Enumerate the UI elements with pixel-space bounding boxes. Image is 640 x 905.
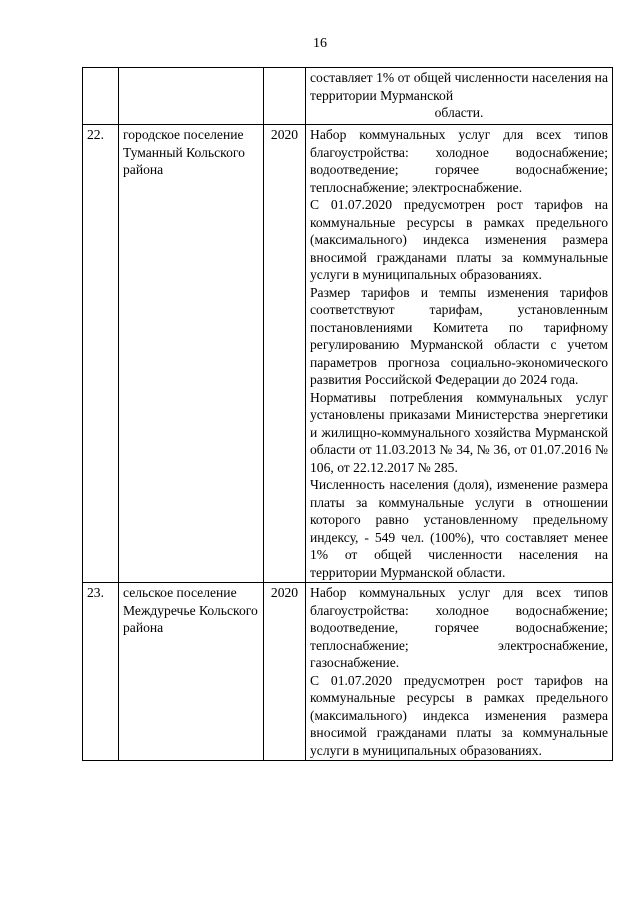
description-paragraph: С 01.07.2020 предусмотрен рост тарифов на коммунальные ресурсы в рамках предельного (максимального) индекса изменения размера вносимой гражданами платы за коммунальные услуги в муниципальных образованиях.: [310, 197, 608, 282]
description-cell: [306, 583, 613, 761]
description-paragraph: составляет 1% от общей численности населения на территории Мурманской: [310, 70, 608, 103]
description-paragraph: С 01.07.2020 предусмотрен рост тарифов на коммунальные ресурсы в рамках предельного (максимального) индекса изменения размера вносимой гражданами платы за коммунальные услуги в муниципальных образованиях.: [310, 672, 608, 758]
page-number: 16: [313, 36, 327, 51]
table-row: [83, 583, 613, 761]
description-paragraph: области.: [434, 105, 484, 120]
year-cell: 2020: [264, 125, 306, 583]
row-number: [83, 68, 119, 125]
description-paragraph: Размер тарифов и темпы изменения тарифов соответствуют тарифам, установленным постановлениями Комитета по тарифному регулированию Мурманской области с учетом параметров прогноза социально-экономического развития Российской Федерации до 2024 года.: [310, 284, 608, 387]
year-cell: 2020: [264, 583, 306, 761]
description-paragraph: Нормативы потребления коммунальных услуг установлены приказами Министерства энергетики и жилищно-коммунального хозяйства Мурманской области от 11.03.2013 № 34, № 36, от 01.07.2016 № 106, от 22.12.2017 № 285.: [310, 389, 608, 475]
description-paragraph: Численность населения (доля), изменение размера платы за коммунальные услуги в отношении которого равно установленному предельному индексу, - 549 чел. (100%), что составляет менее 1% от общей численности населения на территории Мурманской области.: [310, 477, 608, 580]
row-number: 22.: [83, 125, 119, 583]
year-cell: [264, 68, 306, 125]
municipality-name: сельское поселение Междуречье Кольского района: [119, 583, 264, 761]
table-row: [83, 125, 613, 583]
description-paragraph: Набор коммунальных услуг для всех типов благоустройства: холодное водоснабжение; водоотведение, горячее водоснабжение; теплоснабжение; электроснабжение, газоснабжение.: [310, 585, 608, 670]
description-cell: [306, 68, 613, 125]
description-paragraph: Набор коммунальных услуг для всех типов благоустройства: холодное водоснабжение; водоотведение; горячее водоснабжение; теплоснабжение; электроснабжение.: [310, 127, 608, 195]
tariff-table: [82, 67, 613, 761]
municipality-name: городское поселение Туманный Кольского района: [119, 125, 264, 583]
description-cell: [306, 125, 613, 583]
municipality-name: [119, 68, 264, 125]
row-number: 23.: [83, 583, 119, 761]
table-row: [83, 68, 613, 125]
